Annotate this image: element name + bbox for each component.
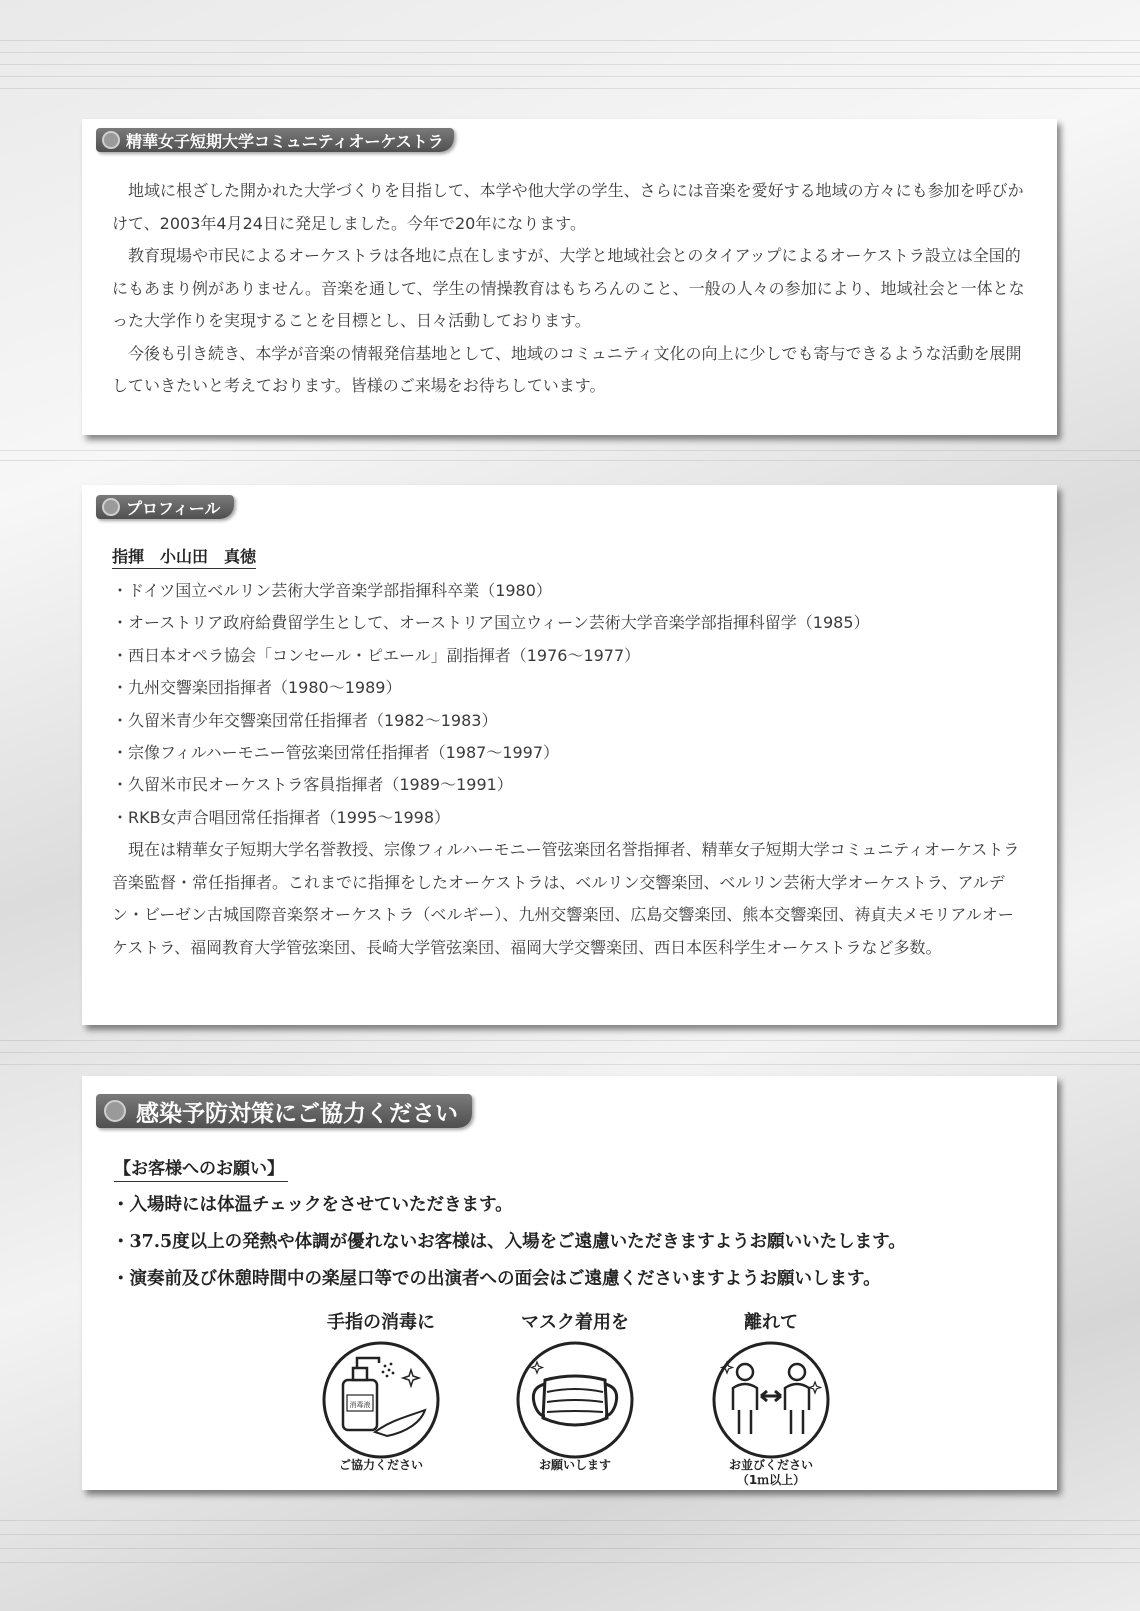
hand-sanitizer-icon	[321, 1340, 441, 1460]
rule-item: ・演奏前及び休憩時間中の楽屋口等での出演者への面会はご遠慮くださいますようお願いします。	[112, 1269, 881, 1289]
career-item: ・九州交響楽団指揮者（1980〜1989）	[112, 678, 402, 698]
sign-title: 手指の消毒に	[327, 1312, 435, 1333]
bullet-circle-icon	[102, 498, 120, 516]
orchestra-intro-panel	[82, 119, 1057, 435]
career-item: ・久留米市民オーケストラ客員指揮者（1989〜1991）	[112, 775, 513, 795]
sign-title: 離れて	[744, 1312, 798, 1333]
bio-paragraph: 現在は精華女子短期大学名誉教授、宗像フィルハーモニー管弦楽団名誉指揮者、精華女子短期大学コミュニティオーケストラ音楽監督・常任指揮者。これまでに指揮をしたオーケストラは、ベルリン交響楽団、ベルリン芸術大学オーケストラ、アルデン・ビーゼン古城国際音楽祭オーケストラ（ベルギー）、九州交響楽団、広島交響楽団、熊本交響楽団、祷貞夫メモリアルオーケストラ、福岡教育大学管弦楽団、長崎大学管弦楽団、福岡大学交響楽団、西日本医科学生オーケストラなど多数。	[112, 840, 1020, 957]
bullet-circle-icon	[102, 131, 120, 149]
rule-item: ・入場時には体温チェックをさせていただきます。	[112, 1195, 513, 1215]
section-title: 感染予防対策にご協力ください	[136, 1099, 458, 1127]
section-tag-profile	[96, 495, 234, 519]
career-item: ・オーストリア政府給費留学生として、オーストリア国立ウィーン芸術大学音楽学部指揮科留学（1985）	[112, 613, 870, 633]
social-distance-icon	[711, 1340, 831, 1460]
rule-item: ・37.5度以上の発熱や体調が優れないお客様は、入場をご遠慮いただきますようお願いいたします。	[112, 1232, 906, 1252]
sign-caption: ご協力ください	[338, 1458, 423, 1472]
sign-caption-line: お並びください	[728, 1458, 813, 1472]
rules-list	[112, 1187, 906, 1298]
section-tag-orchestra	[96, 128, 454, 152]
request-heading: 【お客様へのお願い】	[114, 1154, 288, 1182]
section-title: 精華女子短期大学コミュニティオーケストラ	[126, 131, 444, 151]
career-item: ・西日本オペラ協会「コンセール・ピエール」副指揮者（1976〜1977）	[112, 645, 641, 665]
sanitizer-label: 消毒液	[349, 1401, 371, 1409]
sign-caption	[701, 1458, 841, 1488]
section-title: プロフィール	[126, 498, 221, 518]
mask-icon	[515, 1340, 635, 1460]
sign-caption-line: （1ｍ以上）	[736, 1473, 806, 1487]
intro-paragraph: 今後も引き続き、本学が音楽の情報発信基地として、地域のコミュニティ文化の向上に少しでも寄与できるような活動を展開していきたいと考えております。皆様のご来場をお待ちしています。	[112, 343, 1022, 395]
bio-text	[112, 834, 1027, 964]
profile-panel	[82, 485, 1057, 1025]
section-tag-infection	[96, 1094, 472, 1128]
intro-paragraph: 地域に根ざした開かれた大学づくりを目指して、本学や他大学の学生、さらには音楽を愛好する地域の方々にも参加を呼びかけて、2003年4月24日に発足しました。今年で20年になります。	[112, 181, 1024, 233]
career-item: ・宗像フィルハーモニー管弦楽団常任指揮者（1987〜1997）	[112, 743, 560, 763]
infection-prevention-panel	[82, 1076, 1057, 1490]
conductor-name: 指揮 小山田 真徳	[112, 544, 256, 569]
intro-text	[112, 175, 1027, 403]
sign-caption: お願いします	[538, 1458, 611, 1472]
intro-paragraph: 教育現場や市民によるオーケストラは各地に点在しますが、大学と地域社会とのタイアップによるオーケストラ設立は全国的にもあまり例がありません。音楽を通して、学生の情操教育はもちろんのこと、一般の人々の参加により、地域社会と一体となった大学作りを実現することを目標とし、日々活動しております。	[112, 246, 1025, 330]
career-list	[112, 575, 1027, 834]
career-item: ・久留米青少年交響楽団常任指揮者（1982〜1983）	[112, 710, 498, 730]
bullet-circle-icon	[104, 1100, 126, 1122]
career-item: ・RKB女声合唱団常任指揮者（1995〜1998）	[112, 807, 451, 827]
career-item: ・ドイツ国立ベルリン芸術大学音楽学部指揮科卒業（1980）	[112, 581, 552, 600]
sign-title: マスク着用を	[521, 1312, 629, 1333]
